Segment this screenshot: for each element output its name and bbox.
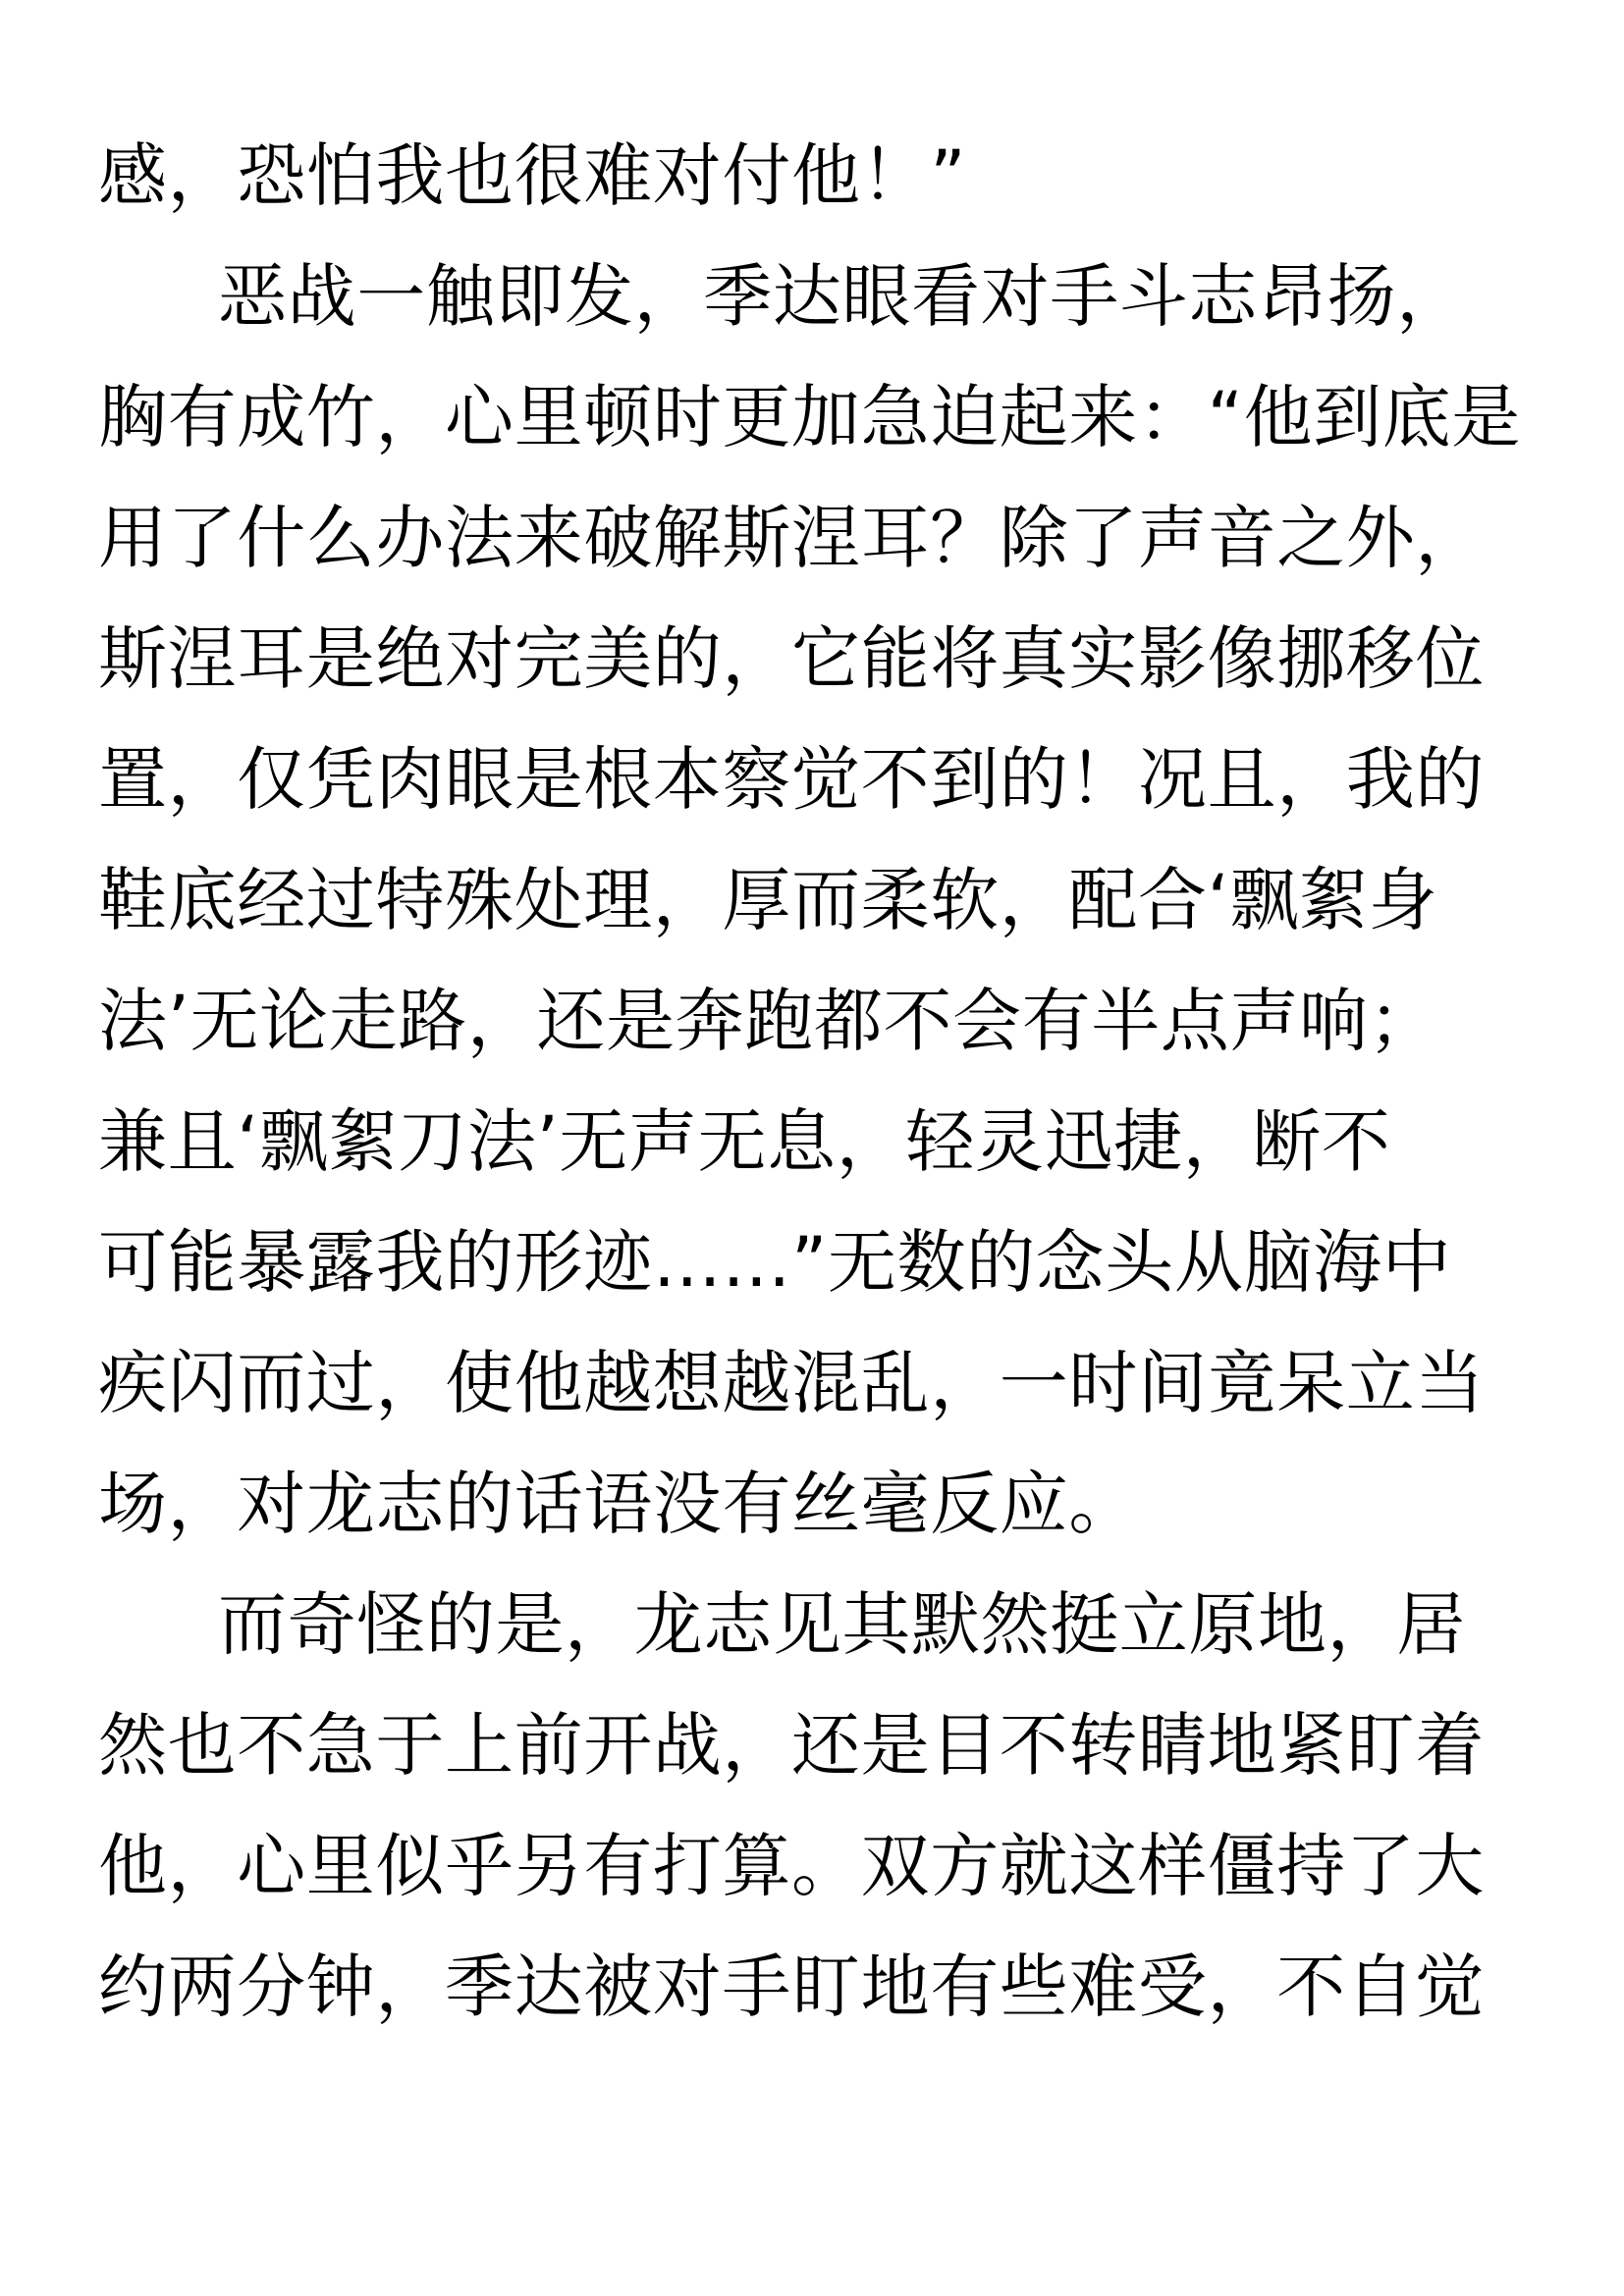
text-line: 感，恐怕我也很难对付他！” — [98, 135, 967, 216]
text-line: 可能暴露我的形迹……”无数的念头从脑海中 — [98, 1222, 1452, 1303]
text-line: 斯涅耳是绝对完美的，它能将真实影像挪移位 — [98, 618, 1485, 699]
text-line: 然也不急于上前开战，还是目不转睛地紧盯着 — [98, 1705, 1485, 1786]
text-line: 恶战一触即发，季达眼看对手斗志昂扬， — [218, 256, 1466, 337]
text-line: 鞋底经过特殊处理，厚而柔软，配合‘飘絮身 — [98, 860, 1438, 940]
text-line: 他，心里似乎另有打算。双方就这样僵持了大 — [98, 1826, 1485, 1906]
text-line: 而奇怪的是，龙志见其默然挺立原地，居 — [218, 1584, 1466, 1665]
text-line: 胸有成竹，心里顿时更加急迫起来：“他到底是 — [98, 377, 1521, 457]
text-line: 约两分钟，季达被对手盯地有些难受，不自觉 — [98, 1947, 1485, 2027]
text-line: 置，仅凭肉眼是根本察觉不到的！况且，我的 — [98, 739, 1485, 820]
text-line: 疾闪而过，使他越想越混乱，一时间竟呆立当 — [98, 1343, 1485, 1423]
text-line: 用了什么办法来破解斯涅耳？除了声音之外， — [98, 498, 1485, 578]
text-line: 兼且‘飘絮刀法’无声无息，轻灵迅捷，断不 — [98, 1101, 1391, 1182]
body-text — [98, 116, 1532, 2048]
text-line: 法’无论走路，还是奔跑都不会有半点声响； — [98, 981, 1438, 1061]
text-line: 场，对龙志的话语没有丝毫反应。 — [98, 1464, 1138, 1544]
